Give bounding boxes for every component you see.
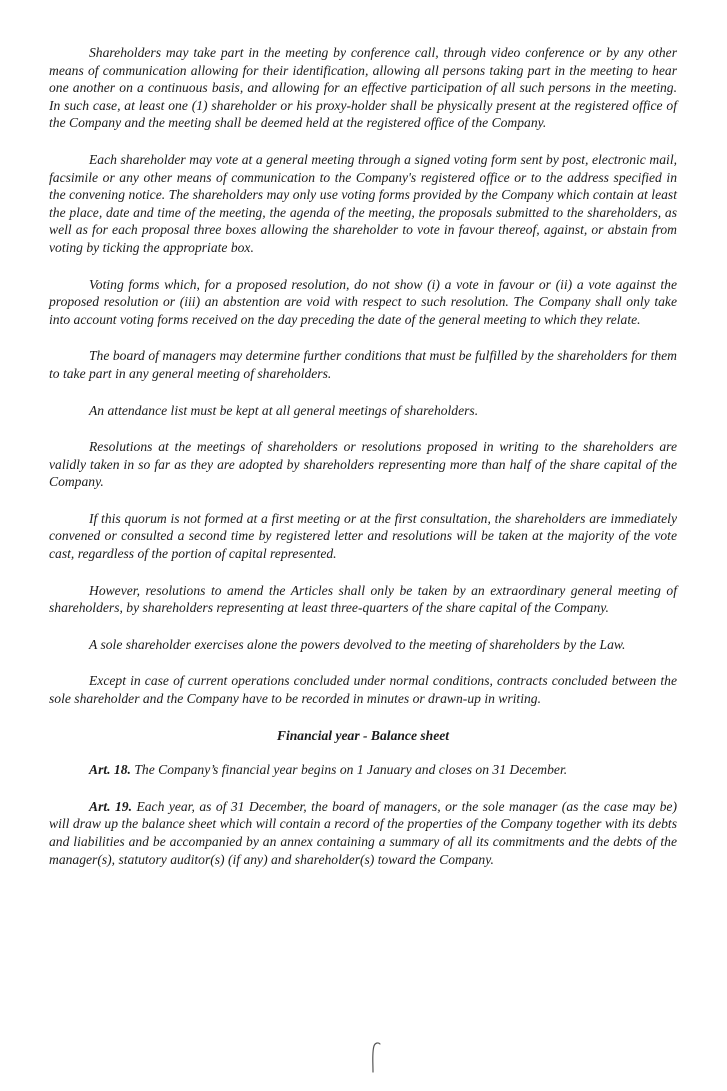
paragraph-remote-participation: Shareholders may take part in the meeting by conference call, through video conference or by any other means of communication allowing for their identification, allowing all persons taking part in the meeting to hear one another on a continuous basis, and allowing for an effective participation of all such persons in the meeting. In such case, at least one (1) shareholder or his proxy-holder shall be physically present at the registered office of the Company and the meeting shall be deemed held at the registered office of the Company. [49, 45, 677, 131]
article-18 [49, 761, 677, 779]
paragraph-attendance-list: An attendance list must be kept at all general meetings of shareholders. [89, 402, 479, 418]
paragraph-quorum: If this quorum is not formed at a first meeting or at the first consultation, the shareholders are immediately convened or consulted a second time by registered letter and resolutions will be taken at the majority of the vote cast, regardless of the portion of capital represented. [49, 510, 677, 562]
paragraph-resolutions-majority: Resolutions at the meetings of shareholders or resolutions proposed in writing to the shareholders are validly taken in so far as they are adopted by shareholders representing more than half of the share capital of the Company. [49, 439, 677, 490]
paragraph-contracts: Except in case of current operations concluded under normal conditions, contracts concluded between the sole shareholder and the Company have to be recorded in minutes or drawn-up in writing. [49, 673, 677, 707]
article-19-label: Art. 19. [89, 798, 132, 814]
document-page [49, 44, 677, 887]
article-18-text: The Company’s financial year begins on 1 January and closes on 31 December. [134, 762, 568, 778]
article-18-label: Art. 18. [89, 762, 131, 778]
paragraph-amend-articles: However, resolutions to amend the Articles shall only be taken by an extraordinary general meeting of shareholders, by shareholders representing at least three-quarters of the share capital of the Company. [49, 582, 677, 616]
paragraph-voting-form: Each shareholder may vote at a general meeting through a signed voting form sent by post, electronic mail, facsimile or any other means of communication to the Company's registered office or to the address specified in the convening notice. The shareholders may only use voting forms provided by the Company which contain at least the place, date and time of the meeting, the agenda of the meeting, the proposals submitted to the shareholders, as well as for each proposal three boxes allowing the shareholder to vote in favour thereof, against, or abstain from voting by ticking the appropriate box. [49, 151, 677, 255]
section-heading: Financial year - Balance sheet [276, 727, 450, 743]
article-19-text: Each year, as of 31 December, the board of managers, or the sole manager (as the case may be) will draw up the balance sheet which will contain a record of the properties of the Company together with its debts and liabilities and be accompanied by an annex containing a summary of all its commitments and the debts of the manager(s), statutory auditor(s) (if any) and shareholder(s) toward the Company. [49, 798, 677, 867]
handwritten-initial-mark [368, 1040, 382, 1074]
article-19 [49, 798, 677, 868]
paragraph-void-voting-forms: Voting forms which, for a proposed resolution, do not show (i) a vote in favour or (ii) a vote against the proposed resolution or (iii) an abstention are void with respect to such resolution. The Company shall only take into account voting forms received on the day preceding the date of the general meeting to which they relate. [49, 276, 677, 327]
paragraph-further-conditions: The board of managers may determine further conditions that must be fulfilled by the shareholders for them to take part in any general meeting of shareholders. [49, 348, 677, 381]
paragraph-sole-shareholder: A sole shareholder exercises alone the powers devolved to the meeting of shareholders by the Law. [89, 636, 626, 652]
